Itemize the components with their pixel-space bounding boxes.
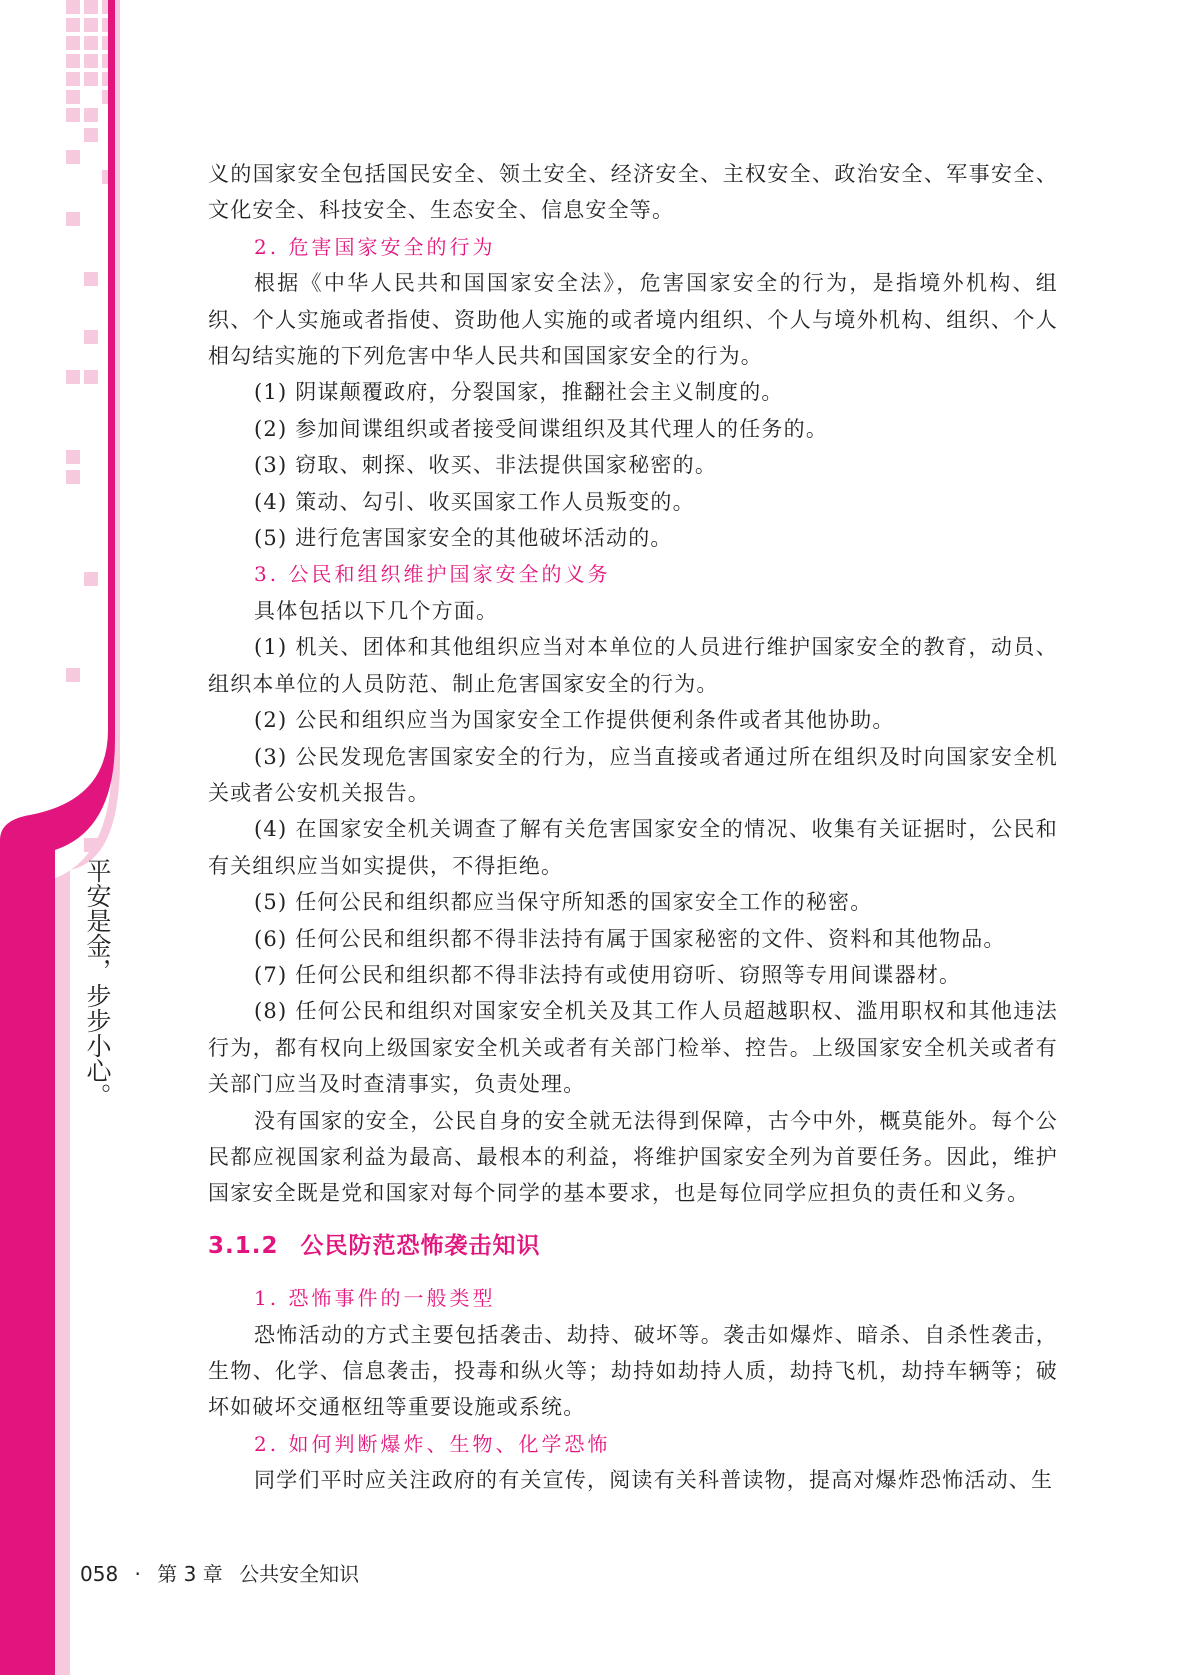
body-paragraph: (1) 机关、团体和其他组织应当对本单位的人员进行维护国家安全的教育，动员、组织本单位的人员防范、制止危害国家安全的行为。 xyxy=(208,635,1058,696)
body-paragraph: 义的国家安全包括国民安全、领土安全、经济安全、主权安全、政治安全、军事安全、文化安全、科技安全、生态安全、信息安全等。 xyxy=(208,162,1058,223)
page-number: 058 xyxy=(80,1562,119,1586)
body-paragraph: (8) 任何公民和组织对国家安全机关及其工作人员超越职权、滥用职权和其他违法行为，都有权向上级国家安全机关或者有关部门检举、控告。上级国家安全机关或者有关部门应当及时查清事实，负责处理。 xyxy=(208,999,1058,1097)
body-paragraph: 没有国家的安全，公民自身的安全就无法得到保障，古今中外，概莫能外。每个公民都应视国家利益为最高、最根本的利益，将维护国家安全列为首要任务。因此，维护国家安全既是党和国家对每个同学的基本要求，也是每位同学应担负的责任和义务。 xyxy=(208,1108,1058,1206)
body-paragraph: (5) 进行危害国家安全的其他破坏活动的。 xyxy=(254,526,673,551)
page-footer xyxy=(80,1558,369,1587)
body-paragraph: (1) 阴谋颠覆政府，分裂国家，推翻社会主义制度的。 xyxy=(254,380,784,405)
body-paragraph: (4) 在国家安全机关调查了解有关危害国家安全的情况、收集有关证据时，公民和有关组织应当如实提供，不得拒绝。 xyxy=(208,817,1058,878)
body-paragraph: (2) 参加间谍组织或者接受间谍组织及其代理人的任务的。 xyxy=(254,416,829,441)
body-paragraph: (7) 任何公民和组织都不得非法持有或使用窃听、窃照等专用间谍器材。 xyxy=(254,962,962,987)
page-body xyxy=(208,156,1058,1499)
subheading: 3. 公民和组织维护国家安全的义务 xyxy=(254,562,611,587)
side-slogan: 平安是金，步步小心。 xyxy=(83,858,112,1108)
body-paragraph: (3) 窃取、刺探、收买、非法提供国家秘密的。 xyxy=(254,453,718,478)
section-title xyxy=(208,1228,1058,1264)
body-paragraph: (3) 公民发现危害国家安全的行为，应当直接或者通过所在组织及时向国家安全机关或者公安机关报告。 xyxy=(208,744,1058,805)
body-paragraph: (4) 策动、勾引、收买国家工作人员叛变的。 xyxy=(254,489,695,514)
chapter-label: 第 3 章 xyxy=(157,1562,223,1586)
body-paragraph: (6) 任何公民和组织都不得非法持有属于国家秘密的文件、资料和其他物品。 xyxy=(254,926,1006,951)
page-margin-decoration xyxy=(0,0,140,1675)
section-number: 3.1.2 xyxy=(208,1232,279,1259)
chapter-title: 公共安全知识 xyxy=(239,1562,360,1586)
body-paragraph: (2) 公民和组织应当为国家安全工作提供便利条件或者其他协助。 xyxy=(254,708,895,733)
footer-separator: · xyxy=(134,1562,141,1586)
subheading: 1. 恐怖事件的一般类型 xyxy=(254,1286,496,1311)
body-paragraph: 根据《中华人民共和国国家安全法》，危害国家安全的行为，是指境外机构、组织、个人实施或者指使、资助他人实施的或者境内组织、个人与境外机构、组织、个人相勾结实施的下列危害中华人民共和国国家安全的行为。 xyxy=(208,271,1058,369)
section-heading-text: 公民防范恐怖袭击知识 xyxy=(300,1232,541,1259)
body-paragraph: 恐怖活动的方式主要包括袭击、劫持、破坏等。袭击如爆炸、暗杀、自杀性袭击，生物、化学、信息袭击，投毒和纵火等；劫持如劫持人质，劫持飞机，劫持车辆等；破坏如破坏交通枢纽等重要设施或系统。 xyxy=(208,1322,1058,1420)
body-paragraph: (5) 任何公民和组织都应当保守所知悉的国家安全工作的秘密。 xyxy=(254,890,873,915)
body-paragraph: 同学们平时应关注政府的有关宣传，阅读有关科普读物，提高对爆炸恐怖活动、生 xyxy=(254,1468,1054,1493)
subheading: 2. 危害国家安全的行为 xyxy=(254,234,496,259)
body-paragraph: 具体包括以下几个方面。 xyxy=(254,598,499,623)
subheading: 2. 如何判断爆炸、生物、化学恐怖 xyxy=(254,1431,611,1456)
